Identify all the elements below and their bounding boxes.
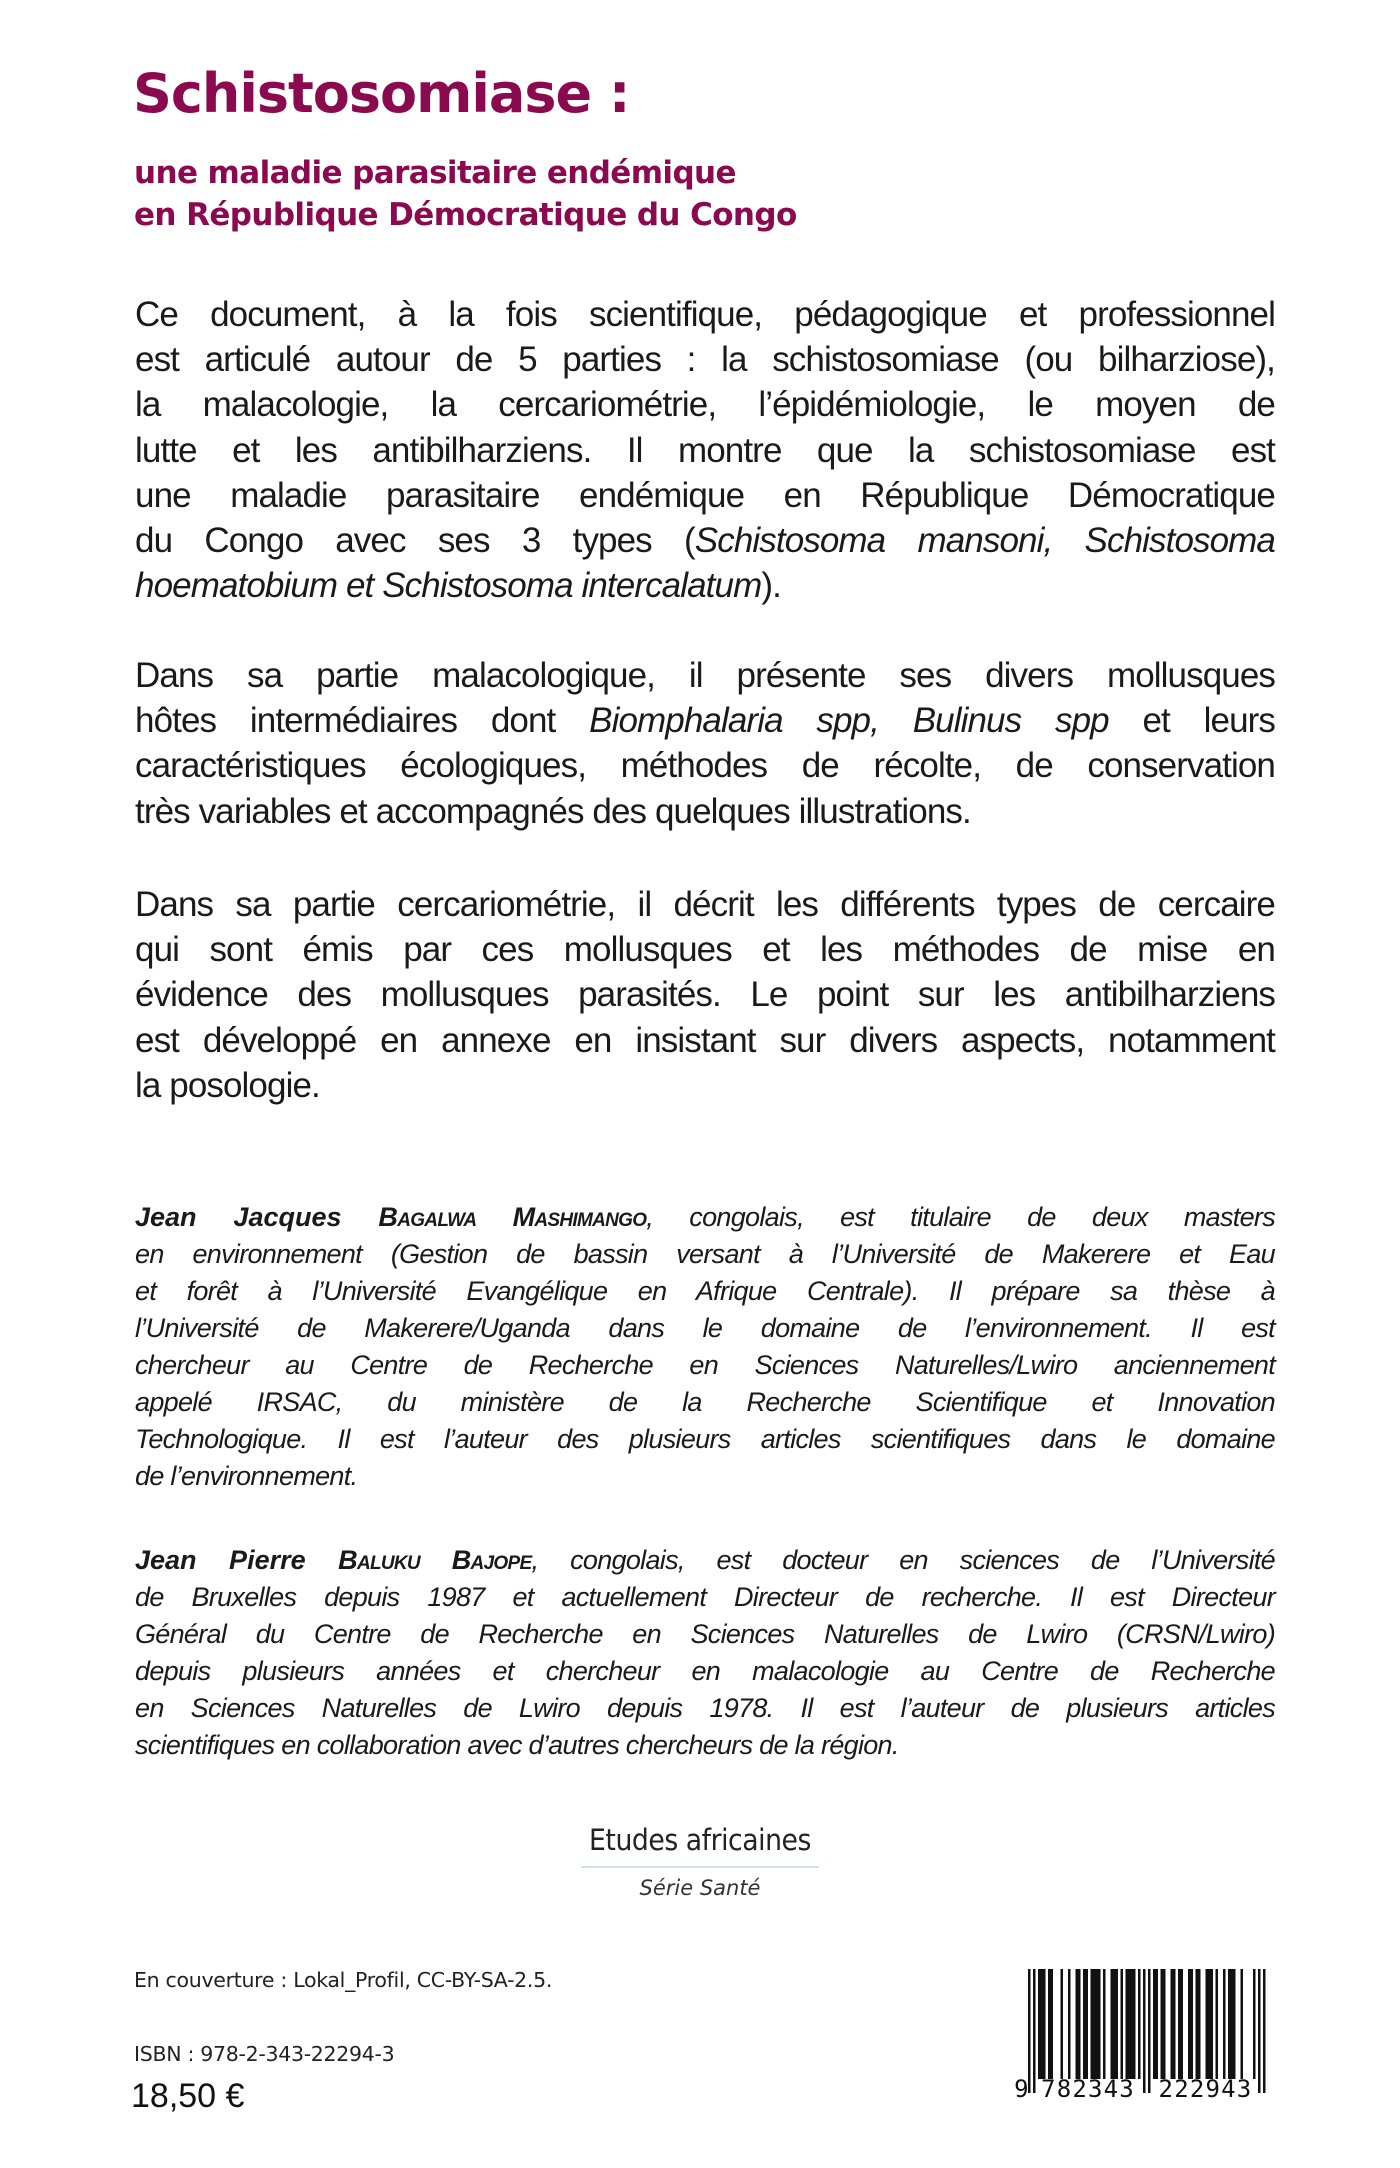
collection-series: Série Santé (639, 1876, 761, 1900)
text-run: depuis plusieurs années et chercheur en malacologie au Centre de Recherche (135, 1656, 1275, 1686)
text-run: ). (761, 566, 781, 606)
cover-credit: En couverture : Lokal_Profil, CC-BY-SA-2.5. (134, 1968, 553, 1992)
text-run: , congolais, est titulaire de deux masters (646, 1202, 1275, 1232)
price: 18,50 € (131, 2077, 245, 2115)
text-run: lutte et les antibilharziens. Il montre que la schistosomiase est (135, 430, 1275, 470)
text-line (135, 1310, 1275, 1347)
text-line (135, 563, 1275, 608)
svg-text:782343: 782343 (1041, 2075, 1135, 2100)
text-run: une maladie parasitaire endémique en République Démocratique (135, 475, 1275, 515)
book-subtitle (134, 152, 797, 236)
text-line (135, 1199, 1275, 1236)
text-line (135, 1542, 1275, 1579)
text-run: Technologique. Il est l’auteur des plusieurs articles scientifiques dans le domaine (135, 1424, 1275, 1454)
svg-text:222943: 222943 (1158, 2075, 1253, 2100)
text-run: Ce document, à la fois scientifique, pédagogique et professionnel (135, 295, 1275, 334)
text-run: hôtes intermédiaires dont (135, 701, 590, 741)
text-line (135, 1653, 1275, 1690)
text-run: la posologie. (135, 1065, 320, 1105)
text-run: caractéristiques écologiques, méthodes de récolte, de conservation (135, 746, 1275, 786)
text-line (135, 473, 1275, 518)
author-firstname: Jean Pierre (135, 1545, 339, 1575)
text-line (135, 1421, 1275, 1458)
barcode-graphic (1008, 1966, 1278, 2100)
text-run: chercheur au Centre de Recherche en Sciences Naturelles/Lwiro anciennement (135, 1350, 1275, 1380)
summary-paragraph (135, 882, 1275, 1108)
text-line (135, 1458, 1275, 1495)
text-line (135, 653, 1275, 698)
summary-paragraph (135, 653, 1275, 834)
text-line (135, 1579, 1275, 1616)
text-line (135, 882, 1275, 927)
text-line (135, 1347, 1275, 1384)
summary-paragraph (135, 292, 1275, 608)
text-run: de l’environnement. (135, 1461, 358, 1491)
text-run: Général du Centre de Recherche en Sciences Naturelles de Lwiro (CRSN/Lwiro) (135, 1619, 1275, 1649)
text-line (135, 337, 1275, 382)
text-line (135, 428, 1275, 473)
text-line (135, 927, 1275, 972)
text-run: l’Université de Makerere/Uganda dans le domaine de l’environnement. Il est (135, 1313, 1275, 1343)
text-run: et leurs (1108, 701, 1276, 741)
text-run: Dans sa partie cercariométrie, il décrit les différents types de cercaire (135, 885, 1275, 924)
text-run: très variables et accompagnés des quelques illustrations. (135, 791, 971, 831)
text-line (135, 518, 1275, 563)
svg-text:9: 9 (1014, 2075, 1030, 2100)
author-bio (135, 1199, 1275, 1495)
text-line (135, 1616, 1275, 1653)
text-run: est développé en annexe en insistant sur divers aspects, notamment (135, 1020, 1275, 1060)
text-line (135, 292, 1275, 337)
text-line (135, 743, 1275, 788)
text-run: Biomphalaria spp, Bulinus spp (589, 701, 1109, 741)
text-run: , congolais, est docteur en sciences de l’Université (531, 1545, 1275, 1575)
text-line (135, 972, 1275, 1017)
author-firstname: Jean Jacques (135, 1202, 379, 1232)
text-run: scientifiques en collaboration avec d’autres chercheurs de la région. (135, 1730, 899, 1760)
collection-divider (581, 1866, 819, 1868)
book-title: Schistosomiase : (133, 62, 630, 125)
text-line (135, 698, 1275, 743)
text-run: hoematobium et Schistosoma intercalatum (135, 566, 762, 606)
text-line (135, 382, 1275, 427)
ean13-barcode-icon (1008, 1966, 1278, 2100)
text-run: en Sciences Naturelles de Lwiro depuis 1978. Il est l’auteur de plusieurs articles (135, 1693, 1275, 1723)
text-line (135, 1063, 1275, 1108)
text-run: du Congo avec ses 3 types ( (135, 520, 695, 560)
text-run: Schistosoma mansoni, Schistosoma (694, 520, 1275, 560)
text-line (135, 1690, 1275, 1727)
author-bio (135, 1542, 1275, 1764)
collection-name: Etudes africaines (589, 1823, 811, 1857)
text-run: la malacologie, la cercariométrie, l’épidémiologie, le moyen de (135, 385, 1275, 425)
text-run: et forêt à l’Université Evangélique en Afrique Centrale). Il prépare sa thèse à (135, 1276, 1275, 1306)
subtitle-line: en République Démocratique du Congo (134, 197, 797, 233)
text-line (135, 1018, 1275, 1063)
isbn: ISBN : 978-2-343-22294-3 (134, 2042, 395, 2066)
author-surname: Bagalwa Mashimango (378, 1202, 647, 1232)
text-run: appelé IRSAC, du ministère de la Recherche Scientifique et Innovation (135, 1387, 1275, 1417)
text-line (135, 1236, 1275, 1273)
text-line (135, 1384, 1275, 1421)
subtitle-line: une maladie parasitaire endémique (134, 155, 736, 191)
text-run: de Bruxelles depuis 1987 et actuellement Directeur de recherche. Il est Directeur (135, 1582, 1275, 1612)
text-run: évidence des mollusques parasités. Le point sur les antibilharziens (135, 975, 1275, 1015)
text-run: qui sont émis par ces mollusques et les méthodes de mise en (135, 930, 1275, 970)
text-run: en environnement (Gestion de bassin versant à l’Université de Makerere et Eau (135, 1239, 1275, 1269)
collection-block (500, 1820, 900, 1902)
text-run: Dans sa partie malacologique, il présente ses divers mollusques (135, 656, 1275, 695)
text-run: est articulé autour de 5 parties : la schistosomiase (ou bilharziose), (135, 340, 1275, 380)
text-line (135, 1273, 1275, 1310)
text-line (135, 1727, 1275, 1764)
text-line (135, 789, 1275, 834)
author-surname: Baluku Bajope (338, 1545, 532, 1575)
